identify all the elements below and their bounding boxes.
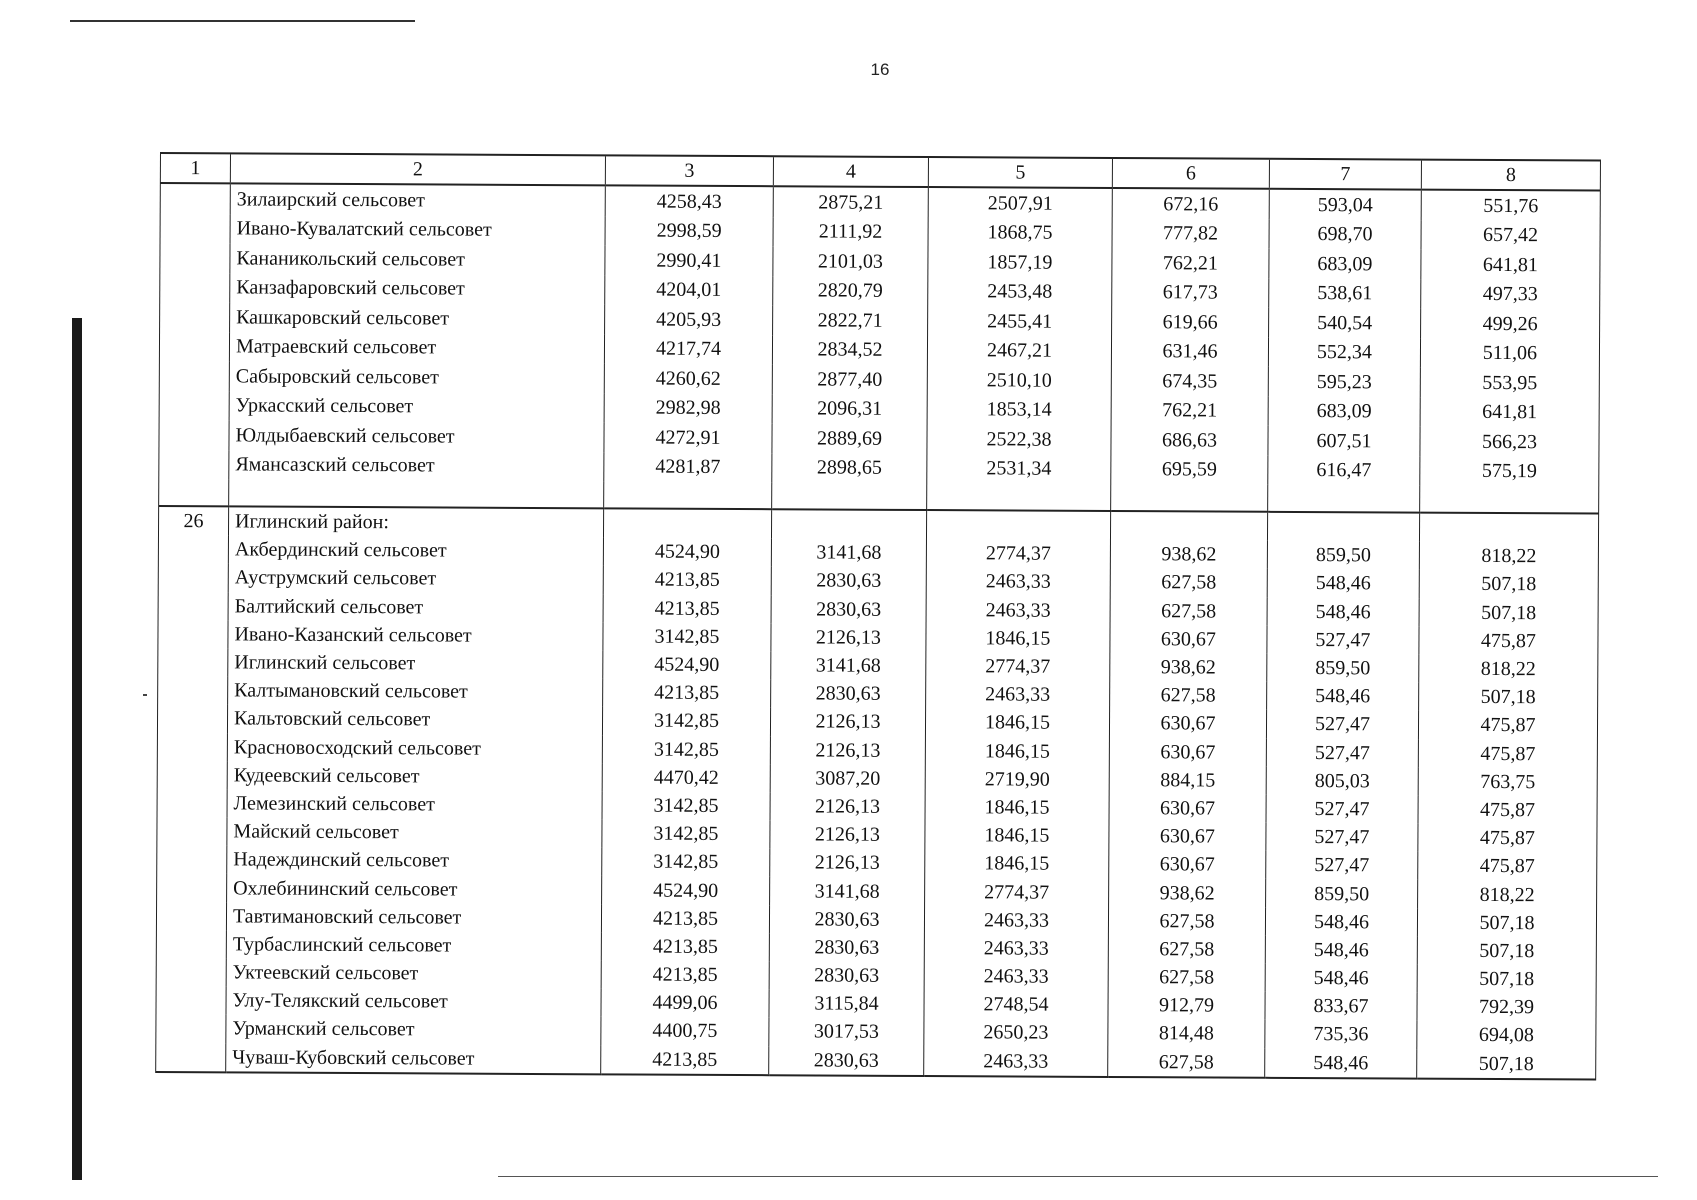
value-cell: 1846,15	[925, 821, 1109, 850]
settlement-name: Чуваш-Кубовский сельсовет	[226, 1043, 601, 1074]
value-cell: 595,23	[1268, 367, 1420, 397]
empty-cell	[1110, 511, 1267, 541]
settlement-name: Тавтимановский сельсовет	[226, 902, 601, 932]
value-cell: 475,87	[1418, 739, 1597, 768]
value-cell: 627,58	[1110, 568, 1267, 597]
value-cell: 4499,06	[601, 989, 769, 1018]
value-cell: 1857,19	[928, 247, 1112, 277]
row-number-cell	[158, 676, 228, 705]
value-cell: 2455,41	[928, 306, 1112, 336]
value-cell: 4213,85	[603, 594, 771, 623]
value-cell: 4217,74	[604, 334, 772, 364]
settlement-name: Кальтовский сельсовет	[227, 705, 602, 735]
settlement-name: Сабыровский сельсовет	[229, 361, 604, 392]
value-cell: 2834,52	[772, 335, 927, 365]
row-number-cell	[160, 243, 230, 273]
row-number-cell	[157, 845, 227, 874]
value-cell: 552,34	[1268, 337, 1420, 367]
row-number-cell	[159, 332, 229, 362]
value-cell: 2111,92	[773, 217, 928, 247]
section-number: 26	[158, 506, 228, 536]
value-cell: 630,67	[1109, 794, 1266, 823]
value-cell: 630,67	[1109, 822, 1266, 851]
value-cell: 4400,75	[601, 1017, 769, 1046]
value-cell: 507,18	[1417, 936, 1596, 965]
empty-cell	[229, 479, 604, 508]
value-cell: 627,58	[1108, 963, 1265, 992]
value-cell: 1846,15	[925, 793, 1109, 822]
settlement-name: Ауструмский сельсовет	[228, 564, 603, 594]
value-cell: 2463,33	[926, 596, 1110, 625]
value-cell: 475,87	[1418, 711, 1597, 740]
value-cell: 818,22	[1419, 655, 1598, 684]
empty-cell	[771, 509, 926, 539]
column-header: 7	[1269, 159, 1421, 190]
value-cell: 3142,85	[603, 622, 771, 651]
value-cell: 548,46	[1267, 682, 1419, 711]
settlement-name: Ивано-Казанский сельсовет	[228, 620, 603, 650]
value-cell: 475,87	[1418, 795, 1597, 824]
value-cell: 630,67	[1109, 737, 1266, 766]
value-cell: 4524,90	[602, 876, 770, 905]
value-cell: 674,35	[1111, 366, 1268, 396]
value-cell: 548,46	[1265, 1048, 1417, 1078]
value-cell: 3115,84	[769, 989, 924, 1018]
settlement-name: Зилаирский сельсовет	[230, 183, 605, 215]
value-cell: 2998,59	[605, 216, 773, 246]
value-cell: 833,67	[1265, 992, 1417, 1021]
row-number-cell	[156, 902, 226, 931]
value-cell: 630,67	[1110, 625, 1267, 654]
value-cell: 859,50	[1266, 879, 1418, 908]
value-cell: 2830,63	[769, 905, 924, 934]
value-cell: 2510,10	[927, 365, 1111, 395]
value-cell: 2774,37	[926, 652, 1110, 681]
value-cell: 527,47	[1267, 626, 1419, 655]
value-cell: 2774,37	[925, 877, 1109, 906]
settlement-name: Урманский сельсовет	[226, 1015, 601, 1045]
section-title: Иглинский район:	[228, 506, 603, 537]
value-cell: 527,47	[1266, 851, 1418, 880]
settlement-name: Балтийский сельсовет	[228, 592, 603, 622]
value-cell: 3141,68	[770, 877, 925, 906]
value-cell: 2830,63	[771, 679, 926, 708]
value-cell: 818,22	[1418, 880, 1597, 909]
value-cell: 4205,93	[605, 304, 773, 334]
value-cell: 2774,37	[926, 539, 1110, 568]
value-cell: 818,22	[1419, 542, 1598, 571]
value-cell: 938,62	[1109, 878, 1266, 907]
settlement-name: Калтымановский сельсовет	[228, 676, 603, 706]
value-cell: 2126,13	[770, 792, 925, 821]
value-cell: 4281,87	[604, 452, 772, 482]
scan-artifact-left-bar	[72, 318, 82, 1180]
settlement-name: Красновосходский сельсовет	[227, 733, 602, 763]
value-cell: 2875,21	[773, 186, 928, 217]
column-header: 4	[773, 156, 928, 187]
row-number-cell	[159, 449, 229, 479]
value-cell: 2453,48	[928, 277, 1112, 307]
value-cell: 475,87	[1418, 852, 1597, 881]
settlement-name: Уркасский сельсовет	[229, 391, 604, 422]
value-cell: 593,04	[1269, 189, 1421, 220]
value-cell: 641,81	[1420, 397, 1599, 427]
value-cell: 507,18	[1417, 908, 1596, 937]
value-cell: 2889,69	[772, 423, 927, 453]
value-cell: 2719,90	[925, 765, 1109, 794]
value-cell: 2463,33	[926, 680, 1110, 709]
column-header: 6	[1112, 158, 1269, 189]
value-cell: 683,09	[1269, 249, 1421, 279]
settlement-name: Ямансазский сельсовет	[229, 450, 604, 481]
value-cell: 686,63	[1111, 425, 1268, 455]
value-cell: 627,58	[1108, 1048, 1265, 1078]
empty-cell	[1419, 513, 1598, 543]
value-cell: 627,58	[1108, 907, 1265, 936]
value-cell: 575,19	[1420, 456, 1599, 486]
value-cell: 499,26	[1421, 309, 1600, 339]
value-cell: 2522,38	[927, 424, 1111, 454]
settlement-name: Улу-Телякский сельсовет	[226, 987, 601, 1017]
value-cell: 497,33	[1421, 279, 1600, 309]
value-cell: 4260,62	[604, 363, 772, 393]
value-cell: 4213,85	[601, 932, 769, 961]
data-table	[155, 152, 1601, 1080]
value-cell: 507,18	[1417, 965, 1596, 994]
value-cell: 2830,63	[771, 595, 926, 624]
value-cell: 2877,40	[772, 364, 927, 394]
value-cell: 2830,63	[769, 961, 924, 990]
value-cell: 607,51	[1268, 426, 1420, 456]
empty-cell	[926, 510, 1110, 540]
scan-artifact-mark	[143, 694, 147, 696]
value-cell: 2820,79	[773, 276, 928, 306]
value-cell: 2830,63	[769, 933, 924, 962]
value-cell: 553,95	[1420, 368, 1599, 398]
value-cell: 2463,33	[926, 567, 1110, 596]
value-cell: 695,59	[1111, 454, 1268, 484]
row-number-cell	[157, 732, 227, 761]
settlement-name: Кананикольский сельсовет	[230, 243, 605, 274]
value-cell: 2748,54	[924, 990, 1108, 1019]
value-cell: 4213,85	[603, 678, 771, 707]
row-number-cell	[157, 789, 227, 818]
empty-cell	[159, 479, 229, 506]
row-number-cell	[157, 761, 227, 790]
value-cell: 1868,75	[928, 218, 1112, 248]
value-cell: 619,66	[1112, 307, 1269, 337]
value-cell: 2126,13	[770, 708, 925, 737]
value-cell: 3142,85	[602, 707, 770, 736]
value-cell: 4213,85	[603, 566, 771, 595]
value-cell: 507,18	[1419, 570, 1598, 599]
value-cell: 938,62	[1110, 653, 1267, 682]
value-cell: 2126,13	[770, 848, 925, 877]
empty-cell	[603, 508, 771, 538]
settlement-name: Турбаслинский сельсовет	[226, 930, 601, 960]
value-cell: 507,18	[1419, 598, 1598, 627]
value-cell: 4524,90	[603, 650, 771, 679]
value-cell: 3142,85	[602, 848, 770, 877]
row-number-cell	[158, 592, 228, 621]
value-cell: 2463,33	[924, 906, 1108, 935]
page-number: 16	[870, 60, 890, 79]
row-number-cell	[158, 563, 228, 592]
value-cell: 884,15	[1109, 766, 1266, 795]
settlement-name: Надеждинский сельсовет	[227, 846, 602, 876]
row-number-cell	[158, 620, 228, 649]
settlement-name: Ивано-Кувалатский сельсовет	[230, 214, 605, 245]
empty-cell	[1268, 485, 1420, 513]
value-cell: 4470,42	[602, 763, 770, 792]
value-cell: 527,47	[1266, 710, 1418, 739]
value-cell: 3141,68	[771, 538, 926, 567]
row-number-cell	[160, 302, 230, 332]
row-number-cell	[157, 873, 227, 902]
value-cell: 527,47	[1266, 823, 1418, 852]
row-number-cell	[156, 1043, 226, 1073]
value-cell: 3087,20	[770, 764, 925, 793]
scan-artifact-top-line	[70, 20, 415, 22]
value-cell: 2126,13	[771, 623, 926, 652]
value-cell: 938,62	[1110, 540, 1267, 569]
value-cell: 2830,63	[769, 1046, 924, 1076]
row-number-cell	[156, 930, 226, 959]
value-cell: 475,87	[1419, 626, 1598, 655]
value-cell: 2126,13	[770, 820, 925, 849]
column-header: 1	[160, 153, 230, 183]
value-cell: 4258,43	[605, 185, 773, 216]
empty-cell	[604, 481, 772, 509]
table-container	[155, 152, 1600, 1090]
settlement-name: Охлебининский сельсовет	[227, 874, 602, 904]
row-number-cell	[156, 958, 226, 987]
value-cell: 1846,15	[926, 624, 1110, 653]
value-cell: 814,48	[1108, 1019, 1265, 1048]
value-cell: 694,08	[1417, 1021, 1596, 1050]
table-row	[156, 1043, 1596, 1080]
settlement-name: Канзафаровский сельсовет	[230, 273, 605, 304]
row-number-cell	[156, 986, 226, 1015]
settlement-name: Матраевский сельсовет	[229, 332, 604, 363]
settlement-name: Лемезинский сельсовет	[227, 789, 602, 819]
row-number-cell	[160, 183, 230, 214]
value-cell: 2898,65	[772, 453, 927, 483]
empty-cell	[772, 482, 927, 510]
row-number-cell	[158, 535, 228, 564]
value-cell: 627,58	[1110, 681, 1267, 710]
value-cell: 617,73	[1112, 277, 1269, 307]
value-cell: 698,70	[1269, 219, 1421, 249]
value-cell: 4272,91	[604, 422, 772, 452]
settlement-name: Акбердинский сельсовет	[228, 536, 603, 566]
value-cell: 3142,85	[602, 791, 770, 820]
value-cell: 3142,85	[602, 735, 770, 764]
value-cell: 2982,98	[604, 393, 772, 423]
row-number-cell	[160, 273, 230, 303]
value-cell: 507,18	[1419, 683, 1598, 712]
value-cell: 3142,85	[602, 819, 770, 848]
value-cell: 538,61	[1269, 278, 1421, 308]
value-cell: 548,46	[1265, 964, 1417, 993]
value-cell: 475,87	[1418, 824, 1597, 853]
row-number-cell	[160, 214, 230, 244]
value-cell: 2650,23	[924, 1018, 1108, 1047]
value-cell: 792,39	[1417, 993, 1596, 1022]
settlement-name: Кашкаровский сельсовет	[230, 302, 605, 333]
value-cell: 2126,13	[770, 736, 925, 765]
empty-cell	[1111, 484, 1268, 512]
value-cell: 1853,14	[927, 395, 1111, 425]
value-cell: 4213,85	[601, 904, 769, 933]
value-cell: 763,75	[1418, 767, 1597, 796]
value-cell: 657,42	[1421, 220, 1600, 250]
value-cell: 511,06	[1420, 338, 1599, 368]
value-cell: 2822,71	[773, 305, 928, 335]
value-cell: 4204,01	[605, 275, 773, 305]
value-cell: 616,47	[1268, 455, 1420, 485]
row-number-cell	[158, 648, 228, 677]
value-cell: 630,67	[1109, 850, 1266, 879]
table-body	[156, 153, 1601, 1079]
settlement-name: Майский сельсовет	[227, 817, 602, 847]
value-cell: 2463,33	[924, 1047, 1108, 1077]
value-cell: 548,46	[1267, 569, 1419, 598]
column-header: 8	[1421, 160, 1600, 191]
value-cell: 805,03	[1266, 766, 1418, 795]
value-cell: 683,09	[1268, 396, 1420, 426]
value-cell: 548,46	[1267, 597, 1419, 626]
value-cell: 762,21	[1111, 395, 1268, 425]
scan-artifact-bottom-line	[498, 1176, 1658, 1177]
value-cell: 2463,33	[924, 934, 1108, 963]
value-cell: 859,50	[1267, 541, 1419, 570]
row-number-cell	[156, 1014, 226, 1043]
row-number-cell	[159, 361, 229, 391]
value-cell: 631,46	[1111, 336, 1268, 366]
value-cell: 1846,15	[925, 737, 1109, 766]
column-header: 5	[928, 157, 1112, 188]
settlement-name: Уктеевский сельсовет	[226, 958, 601, 988]
value-cell: 2830,63	[771, 567, 926, 596]
value-cell: 735,36	[1265, 1020, 1417, 1049]
row-number-cell	[159, 390, 229, 420]
value-cell: 527,47	[1266, 795, 1418, 824]
value-cell: 859,50	[1267, 654, 1419, 683]
value-cell: 4213,85	[601, 1045, 769, 1075]
value-cell: 2096,31	[772, 394, 927, 424]
settlement-name: Кудеевский сельсовет	[227, 761, 602, 791]
value-cell: 551,76	[1421, 190, 1600, 221]
value-cell: 4524,90	[603, 538, 771, 567]
value-cell: 548,46	[1265, 936, 1417, 965]
empty-cell	[927, 483, 1111, 511]
value-cell: 2990,41	[605, 245, 773, 275]
value-cell: 507,18	[1417, 1049, 1596, 1079]
value-cell: 1846,15	[925, 708, 1109, 737]
value-cell: 912,79	[1108, 991, 1265, 1020]
value-cell: 627,58	[1108, 935, 1265, 964]
settlement-name: Юлдыбаевский сельсовет	[229, 420, 604, 451]
row-number-cell	[157, 704, 227, 733]
value-cell: 777,82	[1112, 218, 1269, 248]
value-cell: 4213,85	[601, 960, 769, 989]
value-cell: 2531,34	[927, 454, 1111, 484]
row-number-cell	[157, 817, 227, 846]
value-cell: 3141,68	[771, 651, 926, 680]
value-cell: 1846,15	[925, 849, 1109, 878]
value-cell: 762,21	[1112, 248, 1269, 278]
value-cell: 672,16	[1112, 188, 1269, 219]
value-cell: 3017,53	[769, 1018, 924, 1047]
value-cell: 630,67	[1109, 709, 1266, 738]
value-cell: 566,23	[1420, 427, 1599, 457]
column-header: 3	[605, 155, 773, 186]
settlement-name: Иглинский сельсовет	[228, 648, 603, 678]
value-cell: 2463,33	[924, 962, 1108, 991]
value-cell: 540,54	[1269, 308, 1421, 338]
column-header: 2	[230, 153, 605, 185]
value-cell: 2101,03	[773, 246, 928, 276]
value-cell: 2467,21	[927, 336, 1111, 366]
empty-cell	[1420, 486, 1599, 514]
value-cell: 2507,91	[928, 187, 1112, 218]
value-cell: 548,46	[1265, 907, 1417, 936]
value-cell: 641,81	[1421, 250, 1600, 280]
value-cell: 527,47	[1266, 738, 1418, 767]
value-cell: 627,58	[1110, 597, 1267, 626]
empty-cell	[1267, 512, 1419, 542]
row-number-cell	[159, 420, 229, 450]
